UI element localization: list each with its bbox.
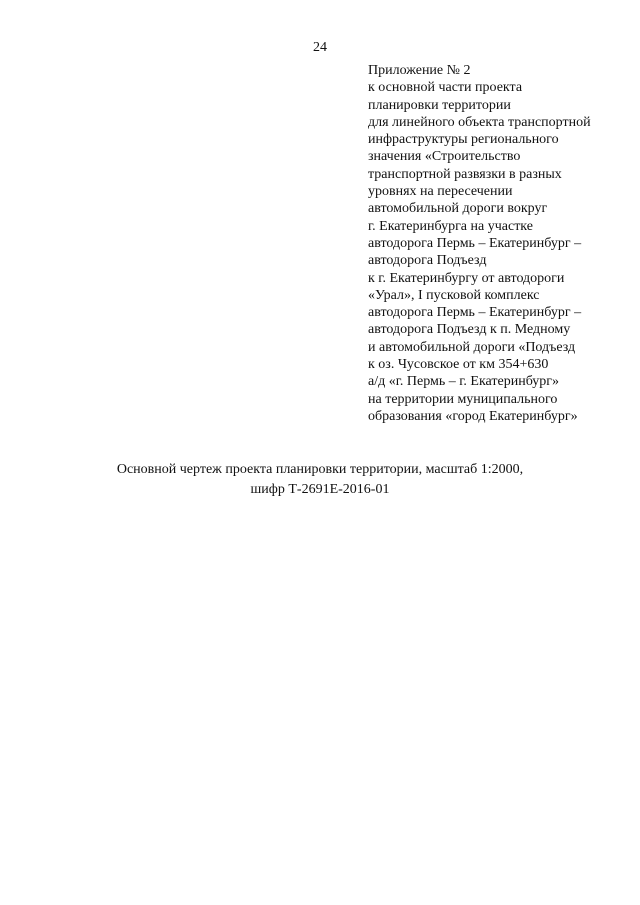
appendix-line: планировки территории (368, 97, 511, 113)
appendix-line: автодорога Пермь – Екатеринбург – (368, 305, 582, 321)
appendix-line: транспортной развязки в разных (368, 166, 562, 182)
appendix-line: а/д «г. Пермь – г. Екатеринбург» (368, 374, 560, 390)
appendix-line: к оз. Чусовское от км 354+630 (368, 357, 549, 373)
appendix-line: автодорога Подъезд (368, 253, 487, 269)
appendix-line: уровнях на пересечении (368, 184, 513, 200)
drawing-title-line-1: Основной чертеж проекта планировки территории, масштаб 1:2000, (116, 462, 524, 477)
appendix-line: инфраструктуры регионального (368, 132, 559, 148)
appendix-line: «Урал», I пусковой комплекс (368, 287, 540, 303)
appendix-line: г. Екатеринбурга на участке (368, 218, 533, 234)
appendix-block (368, 62, 634, 425)
appendix-line: автодорога Подъезд к п. Медному (368, 322, 571, 338)
drawing-title (0, 460, 640, 500)
appendix-line: на территории муниципального (368, 391, 558, 407)
appendix-line: автодорога Пермь – Екатеринбург – (368, 235, 582, 251)
appendix-line: к г. Екатеринбургу от автодороги (368, 270, 565, 286)
appendix-line: к основной части проекта (368, 80, 523, 96)
drawing-title-line-2: шифр Т-2691Е-2016-01 (250, 482, 390, 497)
appendix-line: автомобильной дороги вокруг (368, 201, 548, 217)
appendix-line: Приложение № 2 (368, 63, 471, 78)
appendix-line: образования «город Екатеринбург» (368, 408, 578, 424)
appendix-line: и автомобильной дороги «Подъезд (368, 339, 576, 355)
appendix-line: для линейного объекта транспортной (368, 114, 591, 130)
appendix-line: значения «Строительство (368, 149, 521, 165)
page-number: 24 (313, 40, 327, 55)
